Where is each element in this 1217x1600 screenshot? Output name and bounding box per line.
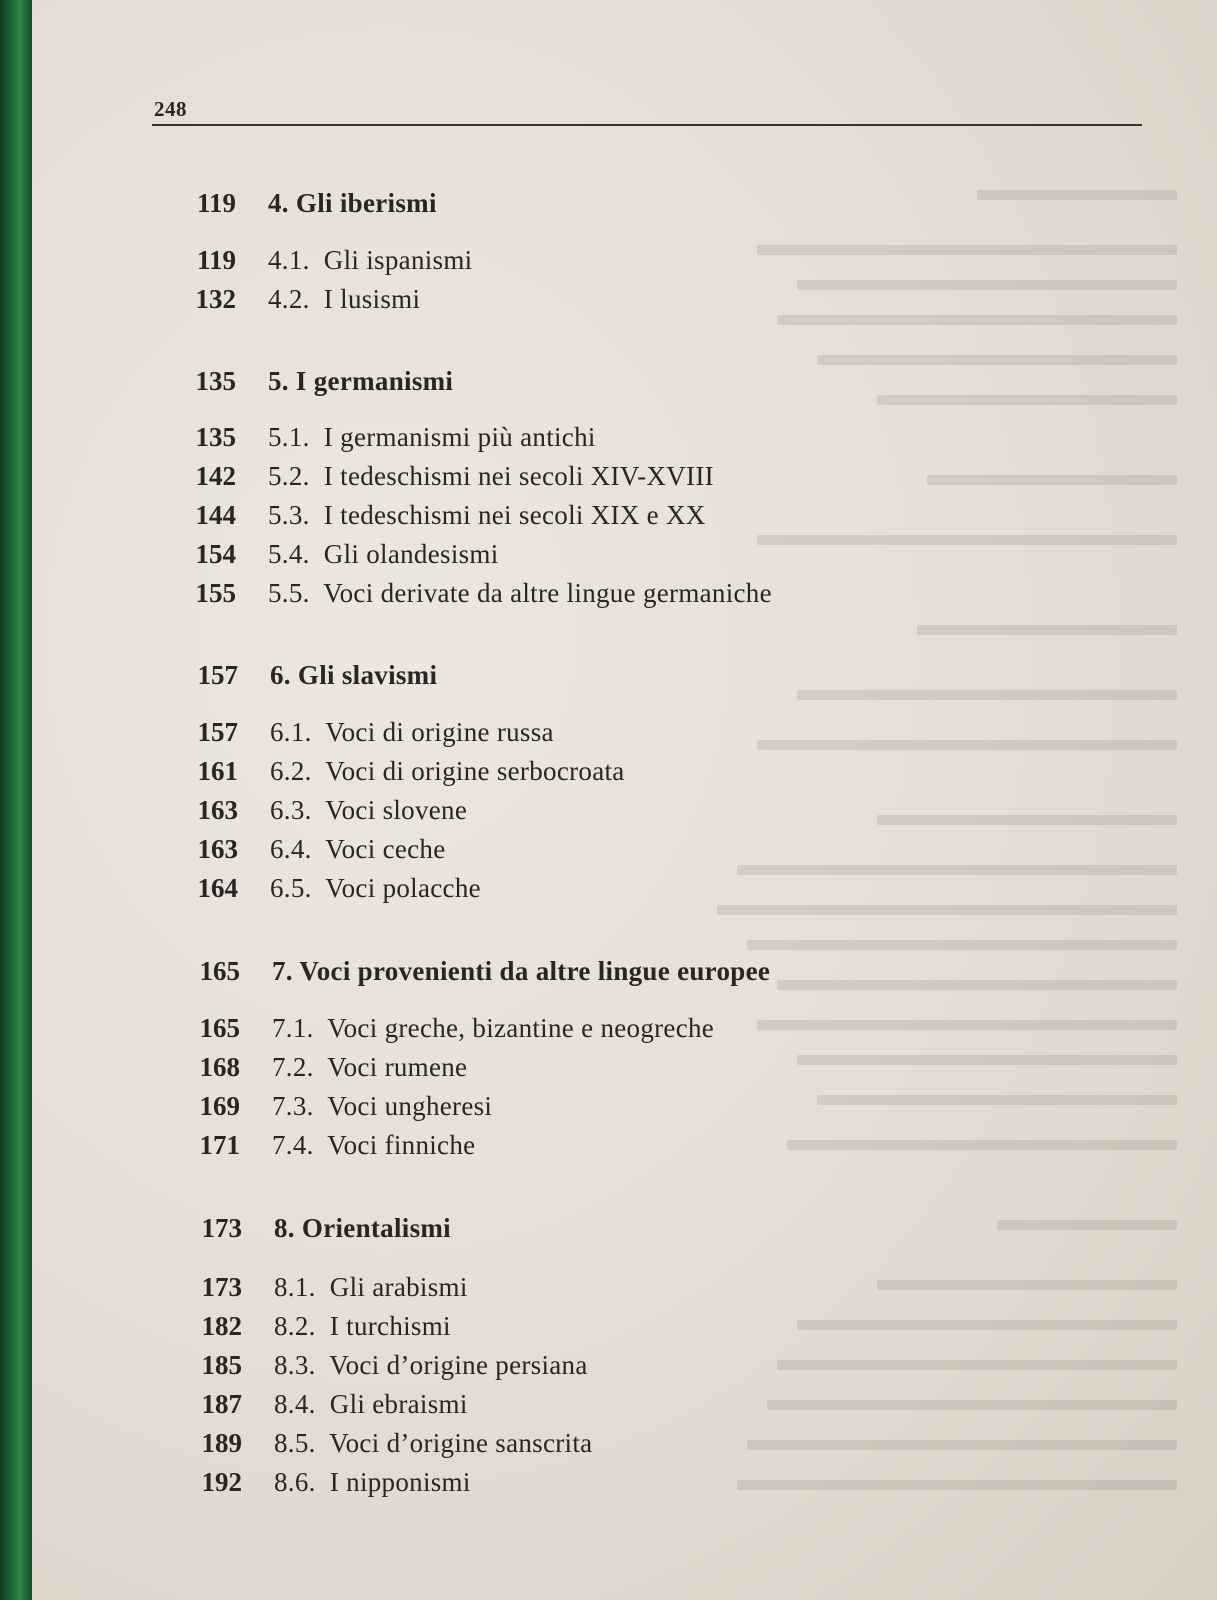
toc-page-number: 182 bbox=[201, 1311, 242, 1341]
toc-title: 7.3. Voci ungheresi bbox=[272, 1091, 493, 1121]
toc-entry bbox=[158, 500, 706, 530]
toc-title: 6.5. Voci polacche bbox=[270, 873, 481, 903]
toc-page-number: 135 bbox=[195, 366, 236, 396]
toc-entry bbox=[164, 1467, 471, 1497]
toc-page-number: 163 bbox=[197, 834, 238, 864]
toc-title: 5.5. Voci derivate da altre lingue germaniche bbox=[268, 578, 772, 608]
toc-page-number: 155 bbox=[195, 578, 236, 608]
toc-title: 6.2. Voci di origine serbocroata bbox=[270, 756, 625, 786]
toc-title: 7. Voci provenienti da altre lingue europee bbox=[272, 956, 771, 986]
toc-entry bbox=[160, 660, 437, 690]
toc-page-number: 154 bbox=[195, 539, 236, 569]
toc-title: 6. Gli slavismi bbox=[270, 660, 438, 690]
toc-page-number: 161 bbox=[197, 756, 238, 786]
toc-entry bbox=[158, 539, 499, 569]
toc-title: 7.1. Voci greche, bizantine e neogreche bbox=[272, 1013, 715, 1043]
toc-page-number: 189 bbox=[201, 1428, 242, 1458]
toc-title: 5.3. I tedeschismi nei secoli XIX e XX bbox=[268, 500, 706, 530]
page-number: 248 bbox=[154, 97, 187, 121]
toc-entry bbox=[158, 245, 472, 275]
toc-entry bbox=[162, 956, 770, 986]
toc-page-number: 192 bbox=[201, 1467, 242, 1497]
toc-entry bbox=[162, 1091, 492, 1121]
toc-page-number: 119 bbox=[196, 245, 236, 275]
toc-entry bbox=[164, 1311, 451, 1341]
toc-title: 8.4. Gli ebraismi bbox=[274, 1389, 468, 1419]
toc-entry bbox=[164, 1350, 588, 1380]
toc-title: 8.5. Voci d’origine sanscrita bbox=[274, 1428, 593, 1458]
toc-title: 8.1. Gli arabismi bbox=[274, 1272, 468, 1302]
toc-entry bbox=[164, 1428, 592, 1458]
toc-page-number: 169 bbox=[199, 1091, 240, 1121]
toc-entry bbox=[162, 1052, 467, 1082]
toc-page-number: 144 bbox=[195, 500, 236, 530]
toc-page-number: 171 bbox=[199, 1130, 240, 1160]
toc-entry bbox=[160, 834, 446, 864]
toc-title: 8.3. Voci d’origine persiana bbox=[274, 1350, 588, 1380]
toc-entry bbox=[158, 578, 772, 608]
toc-title: 7.4. Voci finniche bbox=[272, 1130, 476, 1160]
toc-entry bbox=[158, 188, 437, 218]
toc-page-number: 173 bbox=[201, 1272, 242, 1302]
toc-page-number: 157 bbox=[197, 660, 238, 690]
toc-entry bbox=[164, 1389, 468, 1419]
toc-entry bbox=[162, 1013, 714, 1043]
toc-entry bbox=[160, 873, 481, 903]
toc-page-number: 165 bbox=[199, 1013, 240, 1043]
toc-page-number: 187 bbox=[201, 1389, 242, 1419]
toc-title: 8.2. I turchismi bbox=[274, 1311, 451, 1341]
toc-entry bbox=[158, 461, 714, 491]
toc-entry bbox=[164, 1272, 468, 1302]
toc-page-number: 168 bbox=[199, 1052, 240, 1082]
toc-title: 7.2. Voci rumene bbox=[272, 1052, 468, 1082]
toc-page-number: 173 bbox=[201, 1213, 242, 1243]
toc-page-number: 157 bbox=[197, 717, 238, 747]
toc-page-number: 142 bbox=[195, 461, 236, 491]
toc-entry bbox=[158, 422, 596, 452]
toc-entry bbox=[162, 1130, 475, 1160]
toc-entry bbox=[160, 795, 467, 825]
toc-title: 5.2. I tedeschismi nei secoli XIV-XVIII bbox=[268, 461, 714, 491]
toc-page-number: 135 bbox=[195, 422, 236, 452]
toc-title: 6.1. Voci di origine russa bbox=[270, 717, 554, 747]
toc-title: 4.2. I lusismi bbox=[268, 284, 421, 314]
toc-title: 8.6. I nipponismi bbox=[274, 1467, 471, 1497]
toc-page-number: 119 bbox=[196, 188, 236, 218]
toc-page-number: 165 bbox=[199, 956, 240, 986]
toc-title: 5.1. I germanismi più antichi bbox=[268, 422, 596, 452]
toc-title: 8. Orientalismi bbox=[274, 1213, 451, 1243]
toc-page-number: 132 bbox=[195, 284, 236, 314]
toc-page-number: 164 bbox=[197, 873, 238, 903]
toc-title: 5. I germanismi bbox=[268, 366, 454, 396]
toc-entry bbox=[164, 1213, 451, 1243]
toc-page-number: 185 bbox=[201, 1350, 242, 1380]
toc-page-number: 163 bbox=[197, 795, 238, 825]
toc-title: 4. Gli iberismi bbox=[268, 188, 437, 218]
toc-title: 6.3. Voci slovene bbox=[270, 795, 468, 825]
toc-title: 6.4. Voci ceche bbox=[270, 834, 446, 864]
toc-entry bbox=[160, 717, 554, 747]
toc-title: 5.4. Gli olandesismi bbox=[268, 539, 499, 569]
toc-entry bbox=[158, 366, 453, 396]
toc-entry bbox=[158, 284, 420, 314]
toc-entry bbox=[160, 756, 625, 786]
toc-title: 4.1. Gli ispanismi bbox=[268, 245, 473, 275]
